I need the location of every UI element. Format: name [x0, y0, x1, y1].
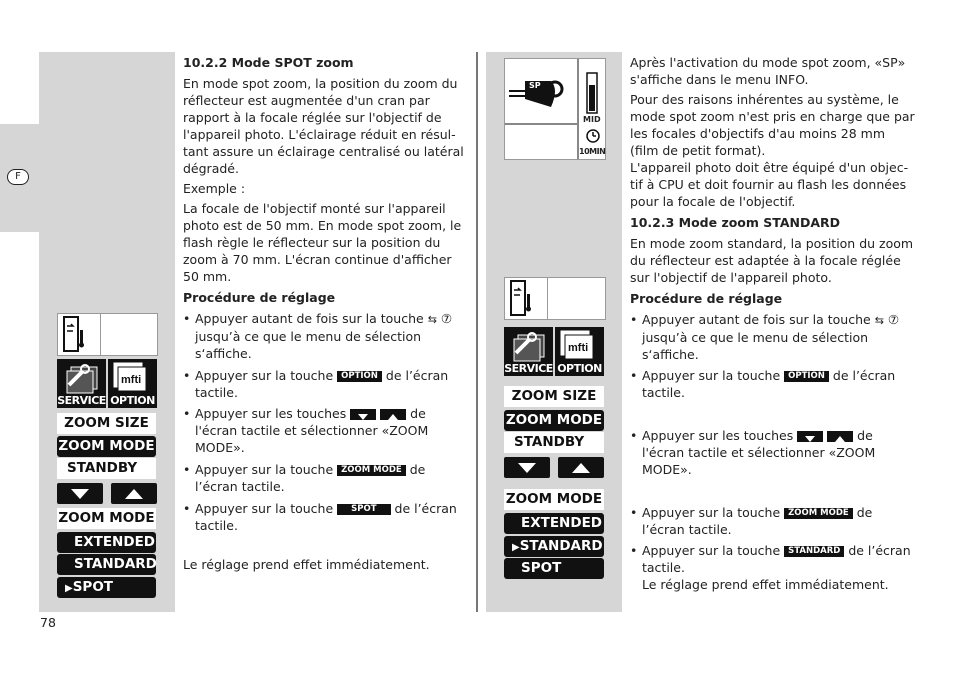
down-arrow-icon [504, 457, 550, 478]
flash-head-icon [507, 278, 547, 318]
down-button[interactable] [504, 457, 550, 478]
up-arrow-icon [380, 409, 406, 420]
down-arrow-icon [350, 409, 376, 420]
down-arrow-icon [797, 431, 823, 442]
procedure-heading: Procédure de réglage [183, 290, 336, 305]
up-button[interactable] [558, 457, 604, 478]
step-5: • Appuyer sur la touche STANDARD de l’écran tactile. Le réglage prend effet immédiatement. [630, 542, 915, 593]
spot-tag: SPOT [337, 504, 390, 515]
step-4: • Appuyer sur la touche ZOOM MODE de l’écran tactile. [183, 461, 468, 495]
flash-head-icon [60, 314, 100, 354]
menu-zoom-mode[interactable]: ZOOM MODE [504, 410, 604, 431]
submenu-extended[interactable]: EXTENDED [57, 532, 156, 553]
up-arrow-icon [558, 457, 604, 478]
left-text-column [183, 54, 468, 573]
menu-zoom-size[interactable]: ZOOM SIZE [57, 413, 156, 434]
wrench-icon [504, 327, 553, 363]
menu-zoom-size[interactable]: ZOOM SIZE [504, 386, 604, 407]
sp-indicator: SP [529, 81, 541, 90]
submenu-extended[interactable]: EXTENDED [504, 513, 604, 534]
paragraph: Le réglage prend effet immédiatement. [642, 577, 889, 592]
swap-arrows-icon: ⇆ [427, 313, 437, 326]
lcd-separator [100, 314, 101, 355]
svg-text:mfti: mfti [568, 342, 589, 354]
column-divider [476, 52, 478, 612]
step-1: • Appuyer autant de fois sur la touche ⇆ ⑦ jusqu’à ce que le menu de sélection s‘affiche. [183, 310, 468, 362]
zoom-mode-tag: ZOOM MODE [784, 508, 853, 519]
step-4: • Appuyer sur la touche ZOOM MODE de l’écran tactile. [630, 504, 915, 538]
option-button[interactable]: mfti OPTION [108, 359, 157, 408]
step-5: • Appuyer sur la touche SPOT de l’écran tactile. [183, 500, 468, 534]
down-button[interactable] [57, 483, 103, 504]
submenu-standard-selected[interactable]: ▶STANDARD [504, 536, 604, 557]
paragraph: En mode zoom standard, la position du zoom du réflecteur est adaptée à la focale réglée sur l'objectif de l'appareil photo. [630, 236, 914, 285]
key-number-icon: ⑦ [887, 312, 900, 327]
up-arrow-icon [111, 483, 157, 504]
info-display [504, 58, 606, 160]
svg-text:mfti: mfti [121, 374, 142, 386]
swap-arrows-icon: ⇆ [874, 314, 884, 327]
standard-tag: STANDARD [784, 546, 844, 557]
mid-label: MID [583, 115, 601, 124]
submenu-standard[interactable]: STANDARD [57, 554, 156, 575]
down-arrow-icon [57, 483, 103, 504]
chevron-right-icon: ▶ [512, 542, 520, 553]
paragraph: Exemple : [183, 181, 246, 196]
menu-standby[interactable]: STANDBY [57, 458, 156, 479]
paragraph: Le réglage prend effet immédiatement. [183, 557, 430, 572]
submenu-spot-selected[interactable]: ▶SPOT [57, 577, 156, 598]
flash-reflector-icon [505, 59, 605, 159]
wrench-icon [57, 359, 106, 395]
step-2: • Appuyer sur la touche OPTION de l’écran tactile. [630, 367, 915, 401]
language-badge: F [7, 169, 29, 185]
mfti-icon [108, 359, 157, 395]
page-number: 78 [40, 615, 56, 630]
step-3: • Appuyer sur les touches de l'écran tactile et sélectionner «ZOOM MODE». [183, 405, 468, 456]
step-2: • Appuyer sur la touche OPTION de l’écran tactile. [183, 367, 468, 401]
section-heading: 10.2.3 Mode zoom STANDARD [630, 215, 841, 230]
paragraph: En mode spot zoom, la position du zoom du réflecteur est augmentée d'un cran par rapport à la focale réglée sur l'objectif de l'appareil photo. L'éclairage réduit en résul-tant assure un éclairage centralisé ou latéral dégradé. [183, 76, 464, 176]
up-button[interactable] [111, 483, 157, 504]
service-button[interactable]: SERVICE [57, 359, 106, 408]
service-button[interactable]: SERVICE [504, 327, 553, 376]
flash-head-display [57, 313, 158, 356]
option-button[interactable]: mfti OPTION [555, 327, 604, 376]
paragraph: La focale de l'objectif monté sur l'appareil photo est de 50 mm. En mode spot zoom, le flash règle le réflecteur sur la position du zoom à 70 mm. L'écran continue d'afficher 50 mm. [183, 201, 462, 284]
standby-time-label: 10MIN [579, 147, 606, 156]
paragraph: Pour des raisons inhérentes au système, le mode spot zoom n'est pris en charge que par les focales d'objectifs d'au moins 28 mm (film de petit format). [630, 92, 915, 158]
menu-zoom-mode[interactable]: ZOOM MODE [57, 436, 156, 457]
submenu-title: ZOOM MODE [57, 508, 156, 529]
section-heading: 10.2.2 Mode SPOT zoom [183, 55, 354, 70]
right-text-column [630, 54, 915, 593]
step-1: • Appuyer autant de fois sur la touche ⇆ ⑦ jusqu’à ce que le menu de sélection s‘affiche. [630, 311, 915, 363]
paragraph: L'appareil photo doit être équipé d'un objec-tif à CPU et doit fournir au flash les données pour la focale de l'objectif. [630, 160, 909, 209]
zoom-mode-tag: ZOOM MODE [337, 465, 406, 476]
lcd-separator [547, 278, 548, 319]
menu-standby[interactable]: STANDBY [504, 432, 604, 453]
flash-head-display [504, 277, 606, 320]
key-number-icon: ⑦ [440, 311, 453, 326]
mfti-icon [555, 327, 604, 363]
submenu-spot[interactable]: SPOT [504, 558, 604, 579]
paragraph: Après l'activation du mode spot zoom, «SP» s'affiche dans le menu INFO. [630, 55, 906, 87]
procedure-heading: Procédure de réglage [630, 291, 783, 306]
step-3: • Appuyer sur les touches de l'écran tactile et sélectionner «ZOOM MODE». [630, 427, 915, 478]
chevron-right-icon: ▶ [65, 583, 73, 594]
option-tag: OPTION [784, 371, 829, 382]
option-tag: OPTION [337, 371, 382, 382]
up-arrow-icon [827, 431, 853, 442]
submenu-title: ZOOM MODE [504, 489, 604, 510]
